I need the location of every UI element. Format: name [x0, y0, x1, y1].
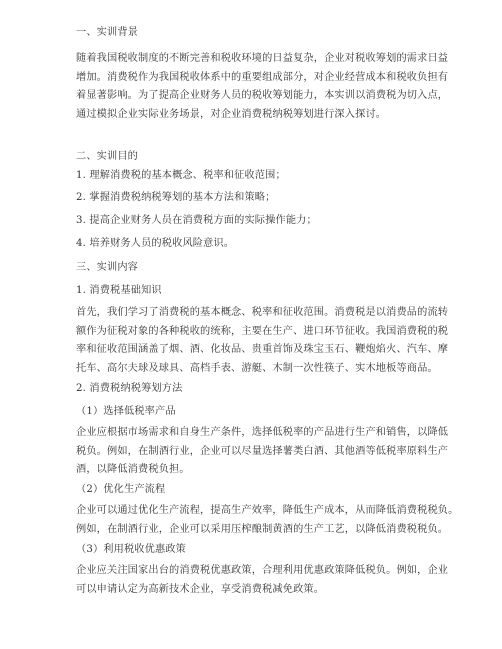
- subheading-tax-incentives: （3）利用税收优惠政策: [76, 544, 187, 555]
- low-rate-paragraph: 企业应根据市场需求和自身生产条件，选择低税率的产品进行生产和销售，以降低 税负。例如，在制酒行业，企业可以尽量选择薯类白酒、其他酒等低税率原料生产 酒，以降低消费税负担。: [76, 427, 449, 475]
- background-paragraph: 随着我国税收制度的不断完善和税收环境的日益复杂，企业对税收筹划的需求日益 增加。消费税作为我国税收体系中的重要组成部分，对企业经营成本和税收负担有 着显著影响。为了提高企业财务人员的税收筹划能力，本实训以消费税为切入点， 通过模拟企业实际业务场景，对企业消费税纳税筹划进行深入探讨。: [76, 53, 449, 120]
- section-heading-background: 一、实训背景: [76, 27, 139, 38]
- objective-item-2: 2. 掌握消费税纳税筹划的基本方法和策略；: [76, 192, 276, 203]
- section-heading-content: 三、实训内容: [76, 262, 139, 273]
- content-item-1: 1. 消费税基础知识: [76, 285, 162, 296]
- objective-item-4: 4. 培养财务人员的税收风险意识。: [76, 238, 235, 249]
- objective-item-1: 1. 理解消费税的基本概念、税率和征收范围；: [76, 170, 286, 181]
- basics-paragraph: 首先，我们学习了消费税的基本概念、税率和征收范围。消费税是以消费品的流转 额作为征税对象的各种税收的统称，主要在生产、进口环节征收。我国消费税的税 率和征收范围涵盖了烟、酒、化妆品、贵重首饰及珠宝玉石、鞭炮焰火、汽车、摩 托车、高尔夫球及球具、高档手表、游艇、木制一次性筷子、实木地板等商品。: [76, 307, 449, 374]
- optimize-paragraph: 企业可以通过优化生产流程，提高生产效率，降低生产成本，从而降低消费税税负。 例如，在制酒行业，企业可以采用压榨酿制黄酒的生产工艺，以降低消费税税负。: [76, 505, 459, 535]
- section-heading-objectives: 二、实训目的: [76, 151, 139, 162]
- subheading-optimize-process: （2）优化生产流程: [76, 484, 166, 495]
- objective-item-3: 3. 提高企业财务人员在消费税方面的实际操作能力；: [76, 215, 317, 226]
- incentives-paragraph: 企业应关注国家出台的消费税优惠政策，合理利用优惠政策降低税负。例如，企业 可以申请认定为高新技术企业，享受消费税减免政策。: [76, 565, 449, 595]
- content-item-2: 2. 消费税纳税筹划方法: [76, 383, 183, 394]
- subheading-low-rate-products: （1）选择低税率产品: [76, 406, 176, 417]
